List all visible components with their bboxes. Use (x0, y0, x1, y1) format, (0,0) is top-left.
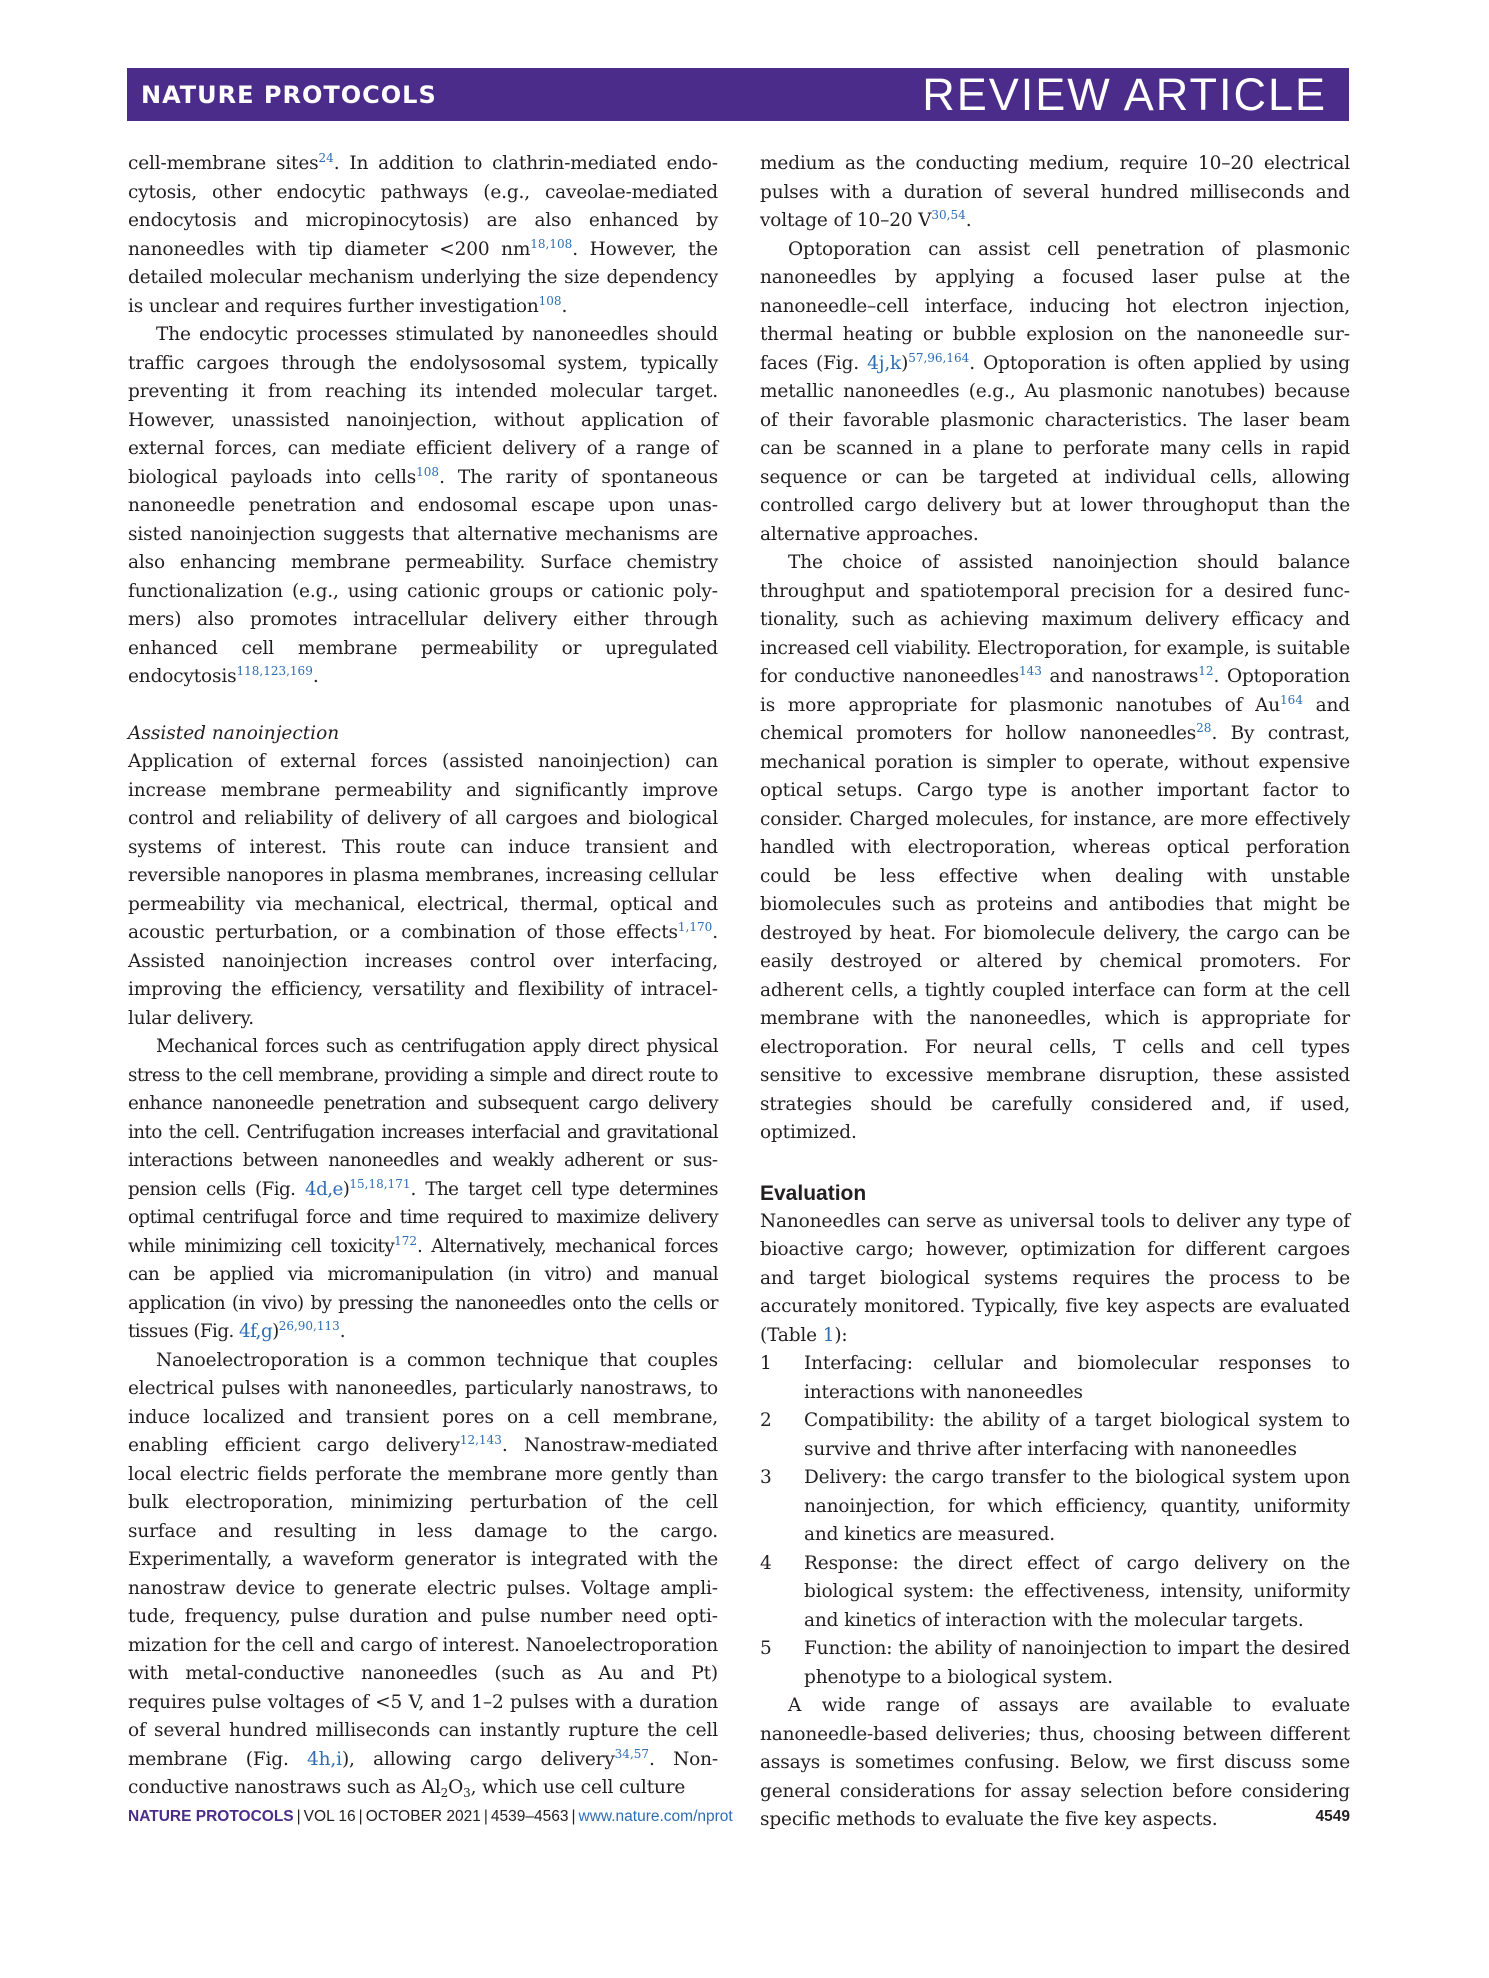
paragraph: Application of external forces (assisted nanoinjection) can increase membrane permeability and significantly improve control and reliability of delivery of all cargoes and biological systems of interest. This route can induce transient and reversible nanopores in plasma membranes, increasing cellular permeability via mechanical, electrical, thermal, optical and acoustic perturbation, or a combination of those effects$^{1,170}$. Assisted nanoinjection increases control over interfacing, improving the efficiency, versatility and flexibility of intracellular delivery. (128, 751, 718, 1029)
citation-link[interactable]: 28 (1196, 721, 1212, 735)
paragraph: Optoporation can assist cell penetration of plasmonic nanoneedles by applying a focused laser pulse at the nanoneedle–cell interface, inducing hot electron injection, thermal heating or bubble explosion on the nanoneedle surfaces (Fig. 4j,k)$^{57,96,164}$. Optoporation is often applied by using metallic nanoneedles (e.g., Au plasmonic nanotubes) because of their favorable plasmonic characteristics. The laser beam can be scanned in a plane to perforate many cells in rapid sequence or can be targeted at individual cells, allowing controlled cargo delivery but at lower throughoput than the alternative approaches. (760, 238, 1350, 545)
journal-name: NATURE PROTOCOLS (141, 80, 437, 109)
article-type: REVIEW ARTICLE (922, 68, 1327, 120)
figure-link[interactable]: 4d,e (305, 1178, 343, 1200)
paragraph: A wide range of assays are available to evaluate nanoneedle-based deliveries; thus, choosing between different assays is sometimes confusing. Below, we first discuss some general considerations for assay selection before considering specific methods to evaluate the five key aspects. (760, 1695, 1350, 1830)
list-item: 3 Delivery: the cargo transfer to the biological system upon nanoinjection, for which efficiency, quantity, uniformity and kinetics are measured. (760, 1467, 1350, 1545)
citation-link[interactable]: 15,18,171 (349, 1176, 411, 1191)
footer-journal: NATURE PROTOCOLS (128, 1808, 294, 1825)
section-heading: Evaluation (760, 1181, 867, 1205)
figure-link[interactable]: 4h,i (307, 1748, 342, 1770)
page-number: 4549 (1315, 1808, 1350, 1825)
list-item: 4 Response: the direct effect of cargo delivery on the biological system: the effectiveness, intensity, uniformity and kinetics of interaction with the molecular targets. (760, 1552, 1350, 1631)
figure-link[interactable]: 4j,k (867, 352, 902, 374)
header-bar (127, 68, 1349, 121)
table-link[interactable]: 1 (822, 1324, 835, 1346)
footer-citation: NATURE PROTOCOLS | VOL 16 | OCTOBER 2021 | 4539–4563 | www.nature.com/nprot (128, 1808, 733, 1825)
paragraph: The choice of assisted nanoinjection should balance throughput and spatiotemporal precision for a desired functionality, such as achieving maximum delivery efficacy and increased cell viability. Electroporation, for example, is suitable for conductive nanoneedles$^{143}$ and nanostraws$^{12}$. Optoporation is more appropriate for plasmonic nanotubes of Au$^{164}$ and chemical promoters for hollow nanoneedles$^{28}$. By contrast, mechanical poration is simpler to operate, without expensive optical setups. Cargo type is another important factor to consider. Charged molecules, for instance, are more effectively handled with electroporation, whereas optical perforation could be less effective when dealing with unstable biomolecules such as proteins and antibodies that might be destroyed by heat. For biomolecule delivery, the cargo can be easily destroyed or altered by chemical promoters. For adherent cells, a tightly coupled interface can form at the cell membrane with the nanoneedles, which is appropriate for electroporation. For neural cells, T cells and cell types sensitive to excessive membrane disruption, these assisted strategies should be carefully considered and, if used, optimized. (760, 552, 1350, 1143)
citation-link[interactable]: 24 (318, 151, 334, 165)
paragraph: Nanoelectroporation is a common technique that couples electrical pulses with nanoneedles, particularly nanostraws, to induce localized and transient pores on a cell membrane, enabling efficient cargo delivery$^{12,143}$. Nanostraw-mediated local electric fields perforate the membrane more gently than bulk electroporation, minimizing perturbation of the cell surface and resulting in less damage to the cargo. Experimentally, a waveform generator is integrated with the nanostraw device to generate electric pulses. Voltage amplitude, frequency, pulse duration and pulse number need optimization for the cell and cargo of interest. Nanoelectroporation with metal-conductive nanoneedles (such as Au and Pt) requires pulse voltages of <5 V, and 1–2 pulses with a duration of several hundred milliseconds can instantly rupture the cell membrane (Fig. 4h,i), allowing cargo delivery$^{34,57}$. Non-conductive nanostraws such as $Al_2O_3$, which use cell culture (128, 1349, 718, 1800)
footer-pages: 4539–4563 (490, 1808, 569, 1825)
paragraph: medium as the conducting medium, require 10–20 electrical pulses with a duration of several hundred milliseconds and voltage of 10–20 V$^{30,54}$. (760, 153, 1350, 231)
citation-link[interactable]: 118,123,169 (236, 664, 313, 678)
paragraph: cell-membrane sites$^{24}$. In addition to clathrin-mediated endocytosis, other endocytic pathways (e.g., caveolae-mediated endocytosis and micropinocytosis) are also enhanced by nanoneedles with tip diameter <200 nm$^{18,108}$. However, the detailed molecular mechanism underlying the size dependency is unclear and requires further investigation$^{108}$. (128, 151, 718, 317)
footer-date: OCTOBER 2021 (365, 1808, 481, 1825)
aspect-list (760, 1350, 1350, 1692)
left-column (128, 150, 718, 1803)
footer-url-link[interactable]: www.nature.com/nprot (578, 1808, 733, 1825)
list-item: 5 Function: the ability of nanoinjection to impart the desired phenotype to a biological system. (760, 1638, 1350, 1688)
citation-link[interactable]: 18,108 (530, 236, 573, 251)
citation-link[interactable]: 108 (416, 464, 440, 479)
citation-link[interactable]: 172 (394, 1233, 418, 1248)
page-footer (128, 1808, 1350, 1826)
figure-link[interactable]: 4f,g (239, 1321, 273, 1342)
list-item: 1 Interfacing: cellular and biomolecular responses to interactions with nanoneedles (760, 1353, 1350, 1403)
list-item: 2 Compatibility: the ability of a target biological system to survive and thrive after interfacing with nanoneedles (760, 1410, 1350, 1460)
citation-link[interactable]: 1,170 (677, 920, 713, 934)
citation-link[interactable]: 57,96,164 (908, 350, 970, 365)
citation-link[interactable]: 30,54 (931, 208, 966, 222)
footer-volume: VOL 16 (303, 1808, 356, 1825)
citation-link[interactable]: 143 (1018, 664, 1042, 678)
citation-link[interactable]: 26,90,113 (278, 1319, 340, 1333)
citation-link[interactable]: 34,57 (614, 1746, 650, 1761)
paragraph: Nanoneedles can serve as universal tools to deliver any type of bioactive cargo; however, optimization for different cargoes and target biological systems requires the process to be accurately monitored. Typically, five key aspects are evaluated (Table 1): (760, 1210, 1350, 1346)
right-column (760, 150, 1350, 1835)
paragraph: The endocytic processes stimulated by nanoneedles should traffic cargoes through the endolysosomal system, typically preventing it from reaching its intended molecular target. However, unassisted nanoinjection, without application of external forces, can mediate efficient delivery of a range of biological payloads into cells$^{108}$. The rarity of spontaneous nanoneedle penetration and endosomal escape upon unassisted nanoinjection suggests that alternative mechanisms are also enhancing membrane permeability. Surface chemistry functionalization (e.g., using cationic groups or cationic polymers) also promotes intracellular delivery either through enhanced cell membrane permeability or upregulated endocytosis$^{118,123,169}$. (128, 324, 718, 687)
citation-link[interactable]: 12,143 (459, 1433, 502, 1447)
citation-link[interactable]: 108 (538, 293, 562, 308)
subsection-heading: Assisted nanoinjection (128, 722, 340, 744)
citation-link[interactable]: 12 (1198, 664, 1214, 678)
paragraph: Mechanical forces such as centrifugation apply direct physical stress to the cell membrane, providing a simple and direct route to enhance nanoneedle penetration and subsequent cargo delivery into the cell. Centrifugation increases interfacial and gravitational interactions between nanoneedles and weakly adherent or suspension cells (Fig. 4d,e)$^{15,18,171}$. The target cell type determines optimal centrifugal force and time required to maximize delivery while minimizing cell toxicity$^{172}$. Alternatively, mechanical forces can be applied via micromanipulation (in vitro) and manual application (in vivo) by pressing the nanoneedles onto the cells or tissues (Fig. 4f,g)$^{26,90,113}$. (128, 1036, 718, 1342)
citation-link[interactable]: 164 (1280, 692, 1303, 707)
